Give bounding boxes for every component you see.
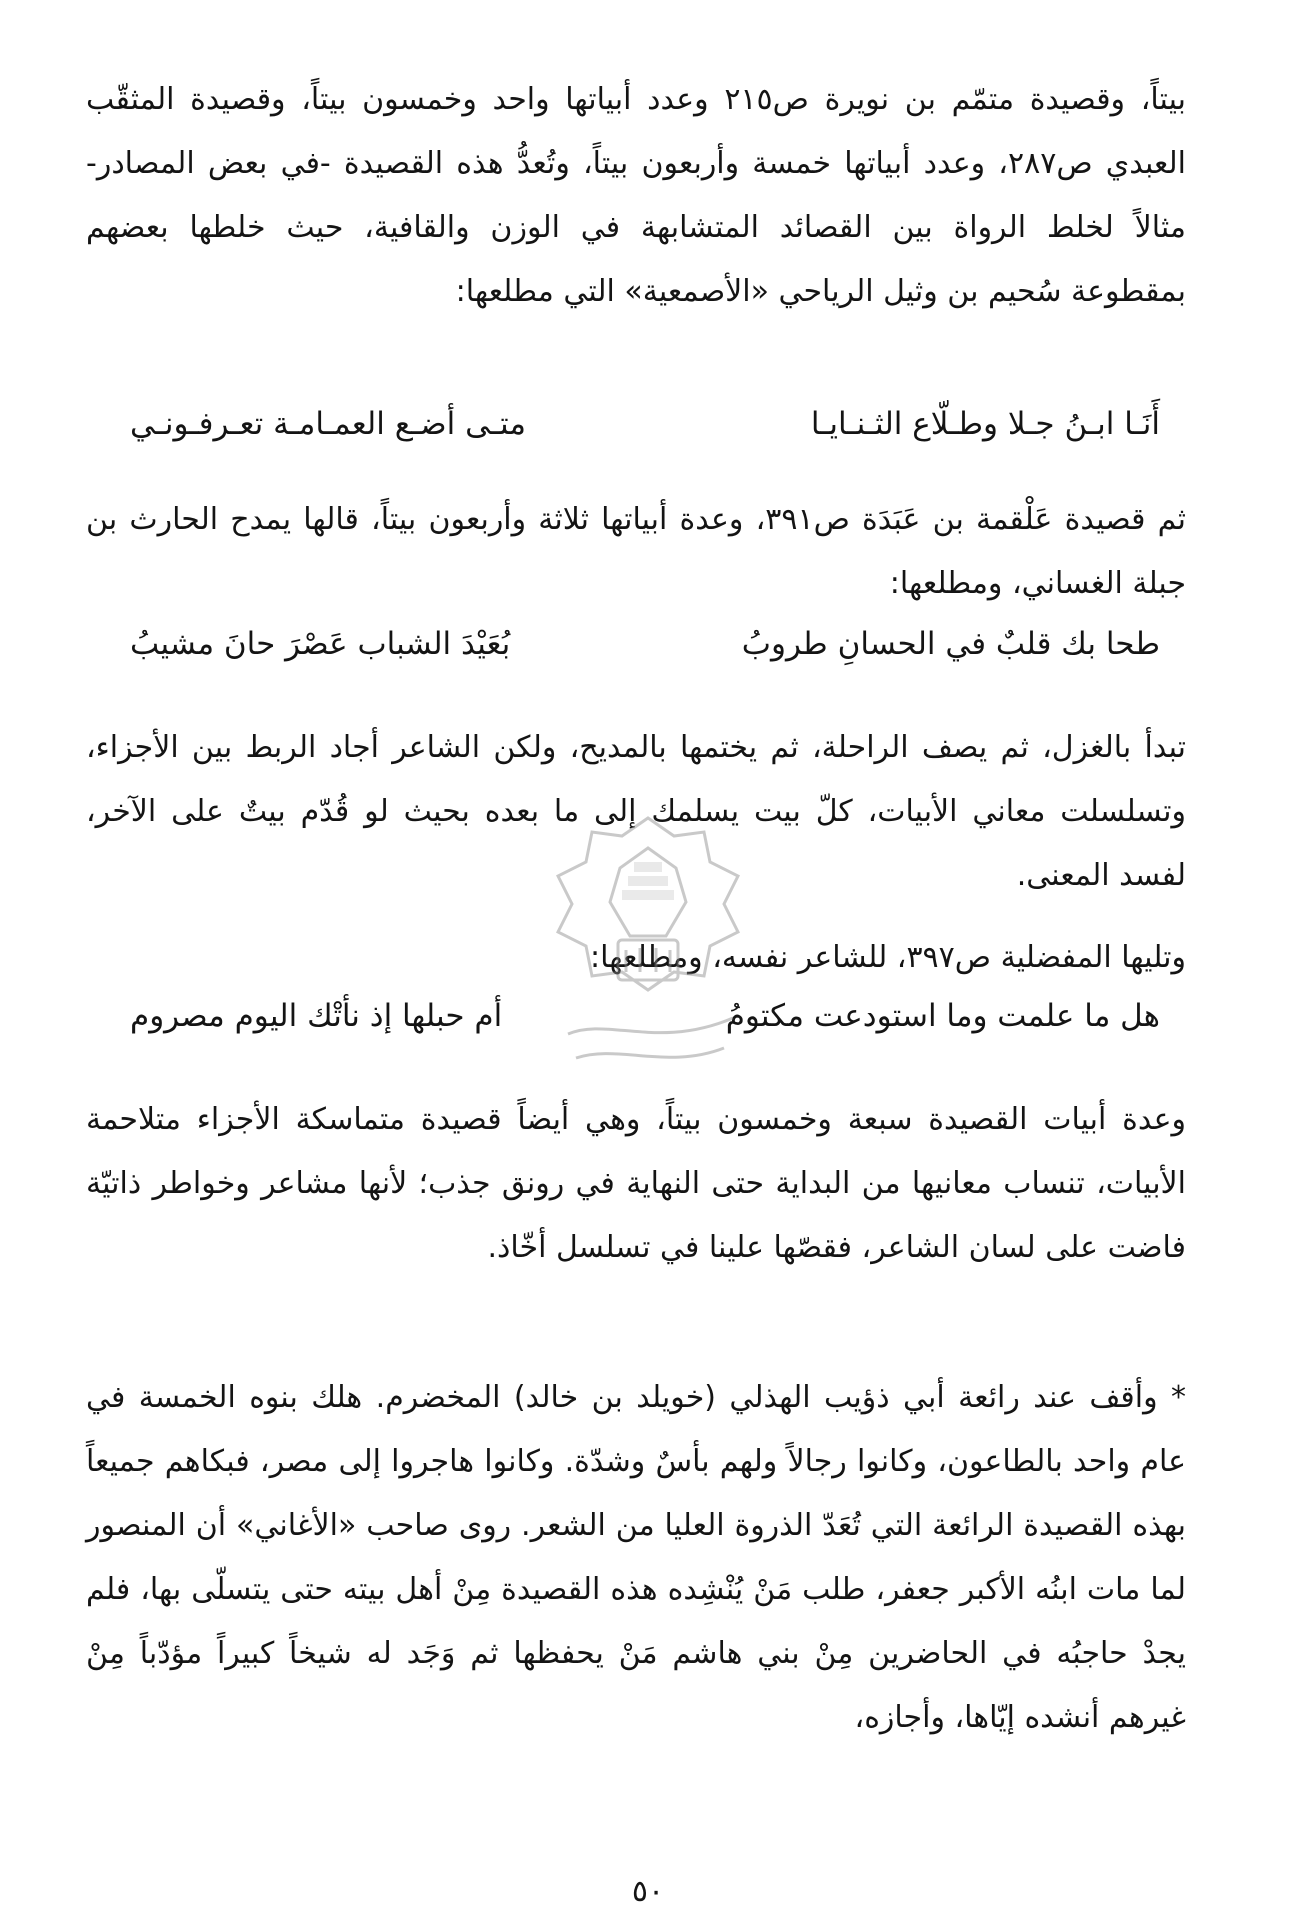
paragraph-2: ثم قصيدة عَلْقمة بن عَبَدَة ص٣٩١، وعدة أبياتها ثلاثة وأربعون بيتاً، قالها يمدح الحارث بن جبلة الغساني، ومطلعها: bbox=[86, 502, 1186, 601]
paragraph-5: وعدة أبيات القصيدة سبعة وخمسون بيتاً، وهي أيضاً قصيدة متماسكة الأجزاء متلاحمة الأبيات، تنساب معانيها من البداية حتى النهاية في رونق جذب؛ لأنها مشاعر وخواطر ذاتيّة فاضت على لسان الشاعر، فقصّها علينا في تسلسل أخّاذ. bbox=[86, 1102, 1186, 1265]
verse-1 bbox=[130, 392, 1160, 456]
verse-3-first-hemistich: هل ما علمت وما استودعت مكتومُ bbox=[725, 998, 1160, 1034]
paragraph-4: وتليها المفضلية ص٣٩٧، للشاعر نفسه، ومطلعها: bbox=[590, 940, 1186, 975]
verse-1-first-hemistich: أَنَـا ابـنُ جـلا وطـلّاع الثـنـايـا bbox=[810, 406, 1160, 442]
verse-1-second-hemistich: متـى أضـع العمـامـة تعـرفـونـي bbox=[130, 406, 526, 442]
paragraph-1: بيتاً، وقصيدة متمّم بن نويرة ص٢١٥ وعدد أبياتها واحد وخمسون بيتاً، وقصيدة المثقّب العبدي ص٢٨٧، وعدد أبياتها خمسة وأربعون بيتاً، وتُعدُّ هذه القصيدة -في بعض المصادر- مثالاً لخلط الرواة بين القصائد المتشابهة في الوزن والقافية، حيث خلطها بعضهم بمقطوعة سُحيم بن وثيل الرياحي «الأصمعية» التي مطلعها: bbox=[86, 82, 1186, 309]
library-seal-watermark-icon bbox=[548, 812, 748, 1082]
verse-2-first-hemistich: طحا بك قلبٌ في الحسانِ طروبُ bbox=[741, 626, 1160, 662]
paragraph-6: * وأقف عند رائعة أبي ذؤيب الهذلي (خويلد بن خالد) المخضرم. هلك بنوه الخمسة في عام واحد بالطاعون، وكانوا رجالاً ولهم بأسٌ وشدّة. وكانوا هاجروا إلى مصر، فبكاهم جميعاً بهذه القصيدة الرائعة التي تُعَدّ الذروة العليا من الشعر. روى صاحب «الأغاني» أن المنصور لما مات ابنُه الأكبر جعفر، طلب مَنْ يُنْشِده هذه القصيدة مِنْ أهل بيته حتى يتسلّى بها، فلم يجدْ حاجبُه في الحاضرين مِنْ بني هاشم مَنْ يحفظها ثم وَجَد له شيخاً كبيراً مؤدّباً مِنْ غيرهم أنشده إيّاها، وأجازه، bbox=[86, 1380, 1186, 1735]
verse-3-second-hemistich: أم حبلها إذ نأتْك اليوم مصروم bbox=[130, 998, 503, 1034]
verse-2-second-hemistich: بُعَيْدَ الشباب عَصْرَ حانَ مشيبُ bbox=[130, 626, 511, 662]
verse-2 bbox=[130, 612, 1160, 676]
page-number: ٥٠ bbox=[631, 1874, 665, 1909]
paragraph-3: تبدأ بالغزل، ثم يصف الراحلة، ثم يختمها بالمديح، ولكن الشاعر أجاد الربط بين الأجزاء، وتسلسلت معاني الأبيات، كلّ بيت يسلمك إلى ما بعده بحيث لو قُدّم بيتٌ على الآخر، لفسد المعنى. bbox=[86, 730, 1186, 893]
